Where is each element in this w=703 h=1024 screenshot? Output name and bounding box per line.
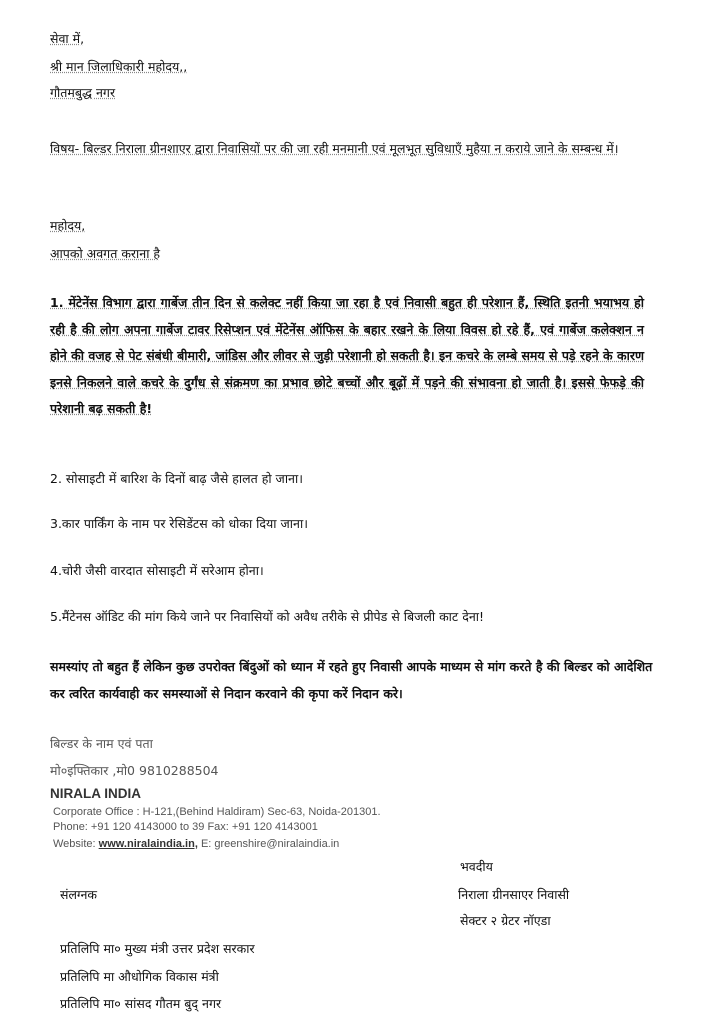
point-1-paragraph: 1. मेंटेनेंस विभाग द्वारा गार्बेज तीन दिन से कलेक्ट नहीं किया जा रहा है एवं निवासी बहुत ही परेशान हैं, स्थिति इतनी भयाभय हो रही है की लोग अपना गार्बेज टावर रिसेप्शन एवं मेंटेनेंस ऑफिस के बहार रखने के लिया विवस हो रहे हैं, एवं गार्बेज कलेक्शन न होने की वजह से पेट संबंधी बीमारी, जांडिस और लीवर से जुड़ी परेशानी हो सकती है। इन कचरे के लम्बे समय से पड़े रहने के कारण इनसे निकलने वाले कचरे के दुर्गंध से संक्रमण का प्रभाव छोटे बच्चों और बूढ़ों में पड़ने की संभावना हो जाती है। इससे फेफड़े की परेशानी बढ़ सकती है!	[50, 295, 644, 416]
point-3: 3.कार पार्किंग के नाम पर रेसिडेंटस को धोका दिया जाना।	[50, 516, 308, 531]
address-greeting: महोदय,	[50, 218, 86, 233]
phone-fax: Phone: +91 120 4143000 to 39 Fax: +91 120 4143001	[53, 821, 318, 833]
salutation-line-3: गौतमबुद्ध नगर	[50, 85, 116, 100]
signoff-line-3: सेक्टर २ ग्रेटर नॉएडा	[460, 913, 551, 928]
closing-paragraph: समस्यांए तो बहुत हैं लेकिन कुछ उपरोक्त बिंदुओं को ध्यान में रहते हुए निवासी आपके माध्यम से मांग करते है की बिल्डर को आदेशित कर त्वरित कार्यवाही कर समस्याओं से निदान करवाने की कृपा करें निदान करे।	[50, 659, 653, 701]
attachment-label: संलग्नक	[60, 887, 97, 902]
copy-line-2: प्रतिलिपि मा औधोगिक विकास मंत्री	[60, 969, 219, 984]
subject-line: विषय- बिल्डर निराला ग्रीनशाएर द्वारा निवासियों पर की जा रही मनमानी एवं मूलभूत सुविधाएँ मुहैया न कराये जाने के सम्बन्ध में।	[50, 141, 619, 156]
website-link[interactable]: www.niralaindia.in,	[98, 838, 198, 850]
salutation-line-1: सेवा में,	[50, 31, 85, 46]
point-4: 4.चोरी जैसी वारदात सोसाइटी में सरेआम होना।	[50, 563, 264, 578]
signoff-line-1: भवदीय	[460, 859, 493, 874]
builder-heading: बिल्डर के नाम एवं पता	[50, 736, 153, 751]
point-5: 5.मैंटेनस ऑडिट की मांग किये जाने पर निवासियों को अवैध तरीके से प्रीपेड से बिजली काट देना!	[50, 609, 485, 624]
copy-line-3: प्रतिलिपि मा० सांसद गौतम बुद् नगर	[60, 996, 222, 1011]
builder-contact: मो०इफ्तिकार ,मो0 9810288504	[50, 763, 219, 778]
company-name: NIRALA INDIA	[50, 786, 141, 801]
website-label: Website:	[53, 838, 99, 850]
salutation-line-2: श्री मान जिलाधिकारी महोदय,,	[50, 59, 188, 74]
email-text: E: greenshire@niralaindia.in	[197, 838, 340, 850]
signoff-line-2: निराला ग्रीनसाएर निवासी	[458, 887, 570, 902]
copy-line-1: प्रतिलिपि मा० मुख्य मंत्री उत्तर प्रदेश सरकार	[60, 941, 255, 956]
corporate-office: Corporate Office : H-121,(Behind Haldiram) Sec-63, Noida-201301.	[53, 806, 381, 818]
point-2: 2. सोसाइटी में बारिश के दिनों बाढ़ जैसे हालत हो जाना।	[50, 471, 303, 486]
intro-line: आपको अवगत कराना है	[50, 246, 161, 261]
website-line	[53, 837, 339, 852]
